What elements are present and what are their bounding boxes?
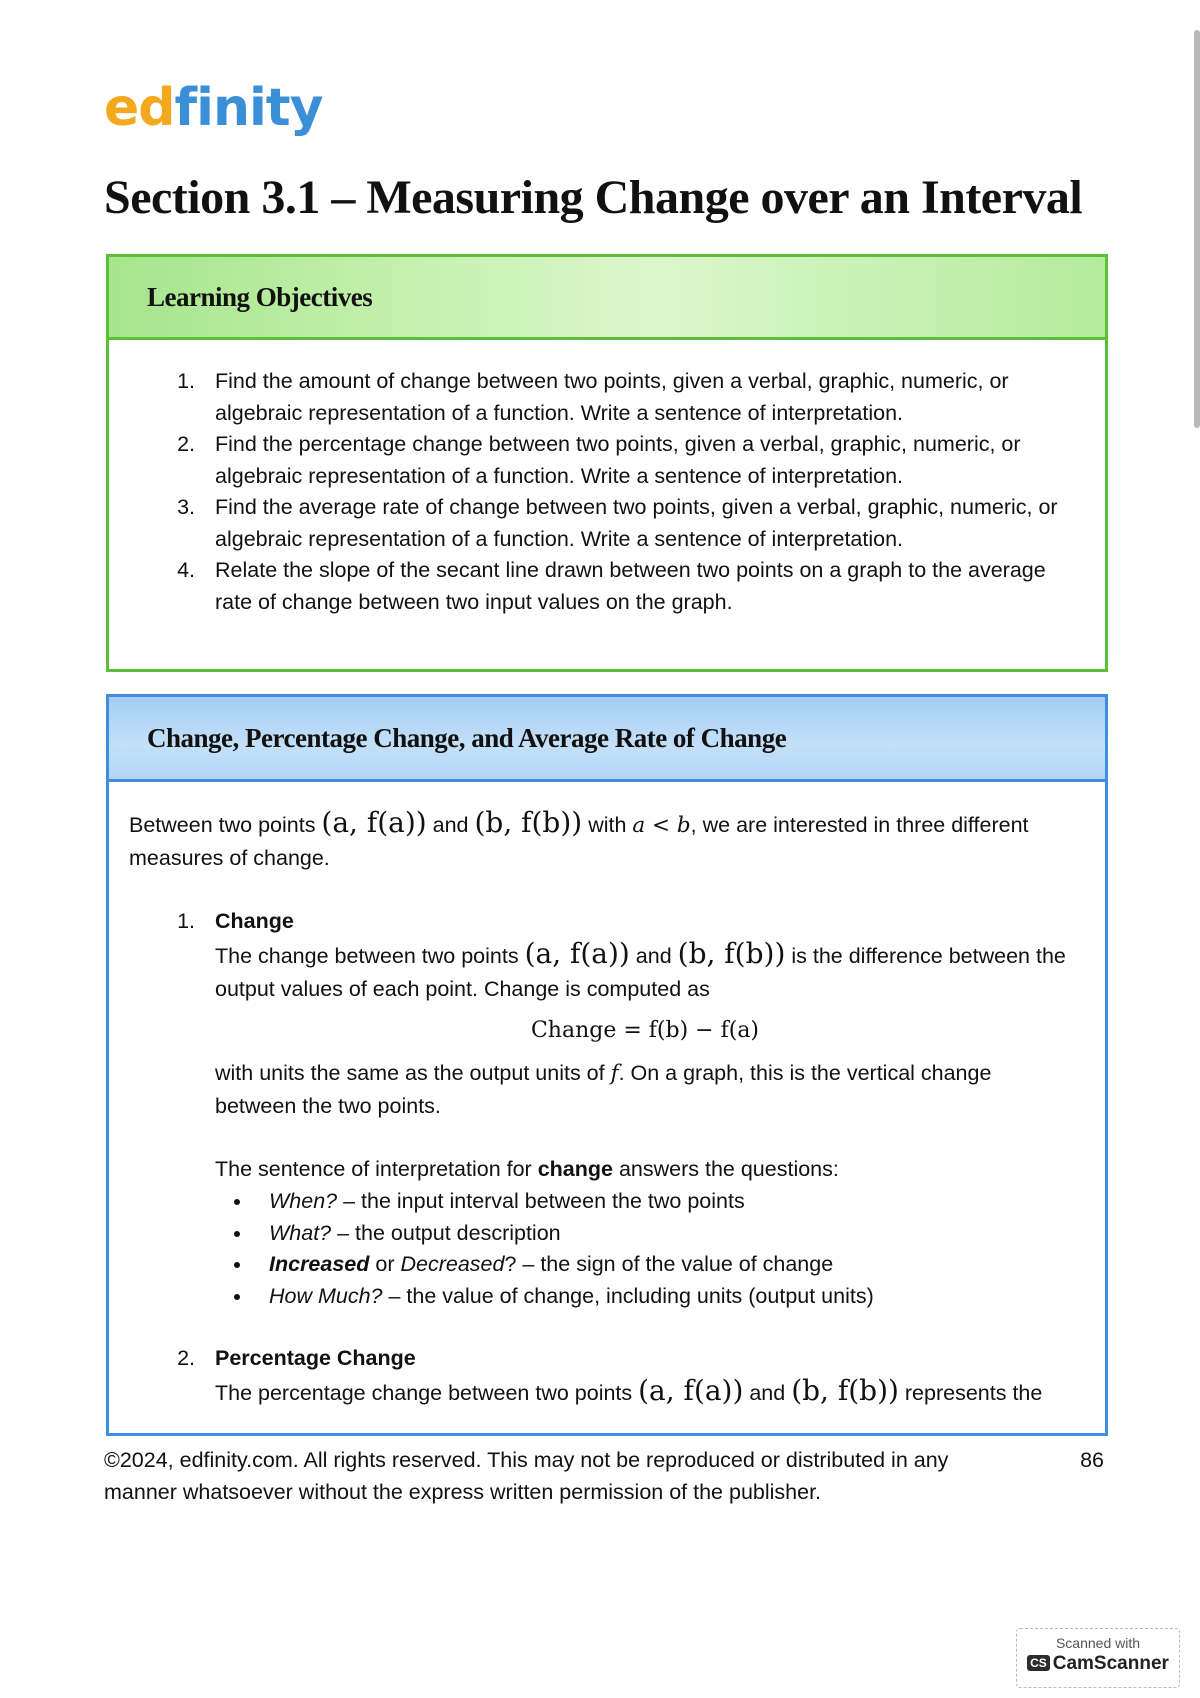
learning-objectives-header: Learning Objectives <box>109 257 1105 340</box>
question-what: • What? – the output description <box>253 1218 1075 1250</box>
percentage-change-definition: The percentage change between two points (a, f(a)) and (b, f(b)) represents the <box>215 1374 1043 1407</box>
camscanner-brand: CS CamScanner <box>1017 1653 1179 1675</box>
camscanner-icon: CS <box>1027 1655 1050 1671</box>
measure-percentage-change <box>201 1342 1075 1410</box>
objectives-list <box>109 340 1105 618</box>
change-units: with units the same as the output units of f. On a graph, this is the vertical change between the two points. <box>215 1061 992 1118</box>
copyright-notice: ©2024, edfinity.com. All rights reserved. This may not be reproduced or distributed in any manner whatsoever without the express written permission of the publisher. <box>104 1448 949 1504</box>
scanned-with-label: Scanned with <box>1055 1635 1141 1651</box>
change-definition: The change between two points (a, f(a)) and (b, f(b)) is the difference between the output values of each point. Change is computed as <box>215 937 1066 1001</box>
interpretation-questions <box>215 1186 1075 1312</box>
question-when: • When? – the input interval between the two points <box>253 1186 1075 1218</box>
scrollbar[interactable] <box>1194 30 1200 428</box>
page-number: 86 <box>1080 1448 1104 1472</box>
interpretation-intro: The sentence of interpretation for change answers the questions: <box>215 1157 839 1181</box>
question-direction: • Increased or Decreased? – the sign of the value of change <box>253 1249 1075 1281</box>
change-measures-header: Change, Percentage Change, and Average Rate of Change <box>109 697 1105 782</box>
objective-item: 1. Find the amount of change between two points, given a verbal, graphic, numeric, or algebraic representation of a function. Write a sentence of interpretation. <box>201 366 1075 429</box>
change-measures-box <box>106 694 1108 1436</box>
objective-item: 3. Find the average rate of change between two points, given a verbal, graphic, numeric, or algebraic representation of a function. Write a sentence of interpretation. <box>201 492 1075 555</box>
point-a: (a, f(a)) <box>321 806 427 839</box>
measure-change <box>201 905 1075 1342</box>
change-formula: Change = f(b) − f(a) <box>530 1018 760 1043</box>
objective-item: 4. Relate the slope of the secant line drawn between two points on a graph to the average rate of change between two input values on the graph. <box>201 555 1075 618</box>
measures-list <box>129 905 1075 1410</box>
edfinity-logo: edfinity <box>104 78 323 138</box>
learning-objectives-box <box>106 254 1108 672</box>
camscanner-watermark <box>1016 1628 1180 1688</box>
inequality: a < b <box>632 813 691 838</box>
objective-item: 2. Find the percentage change between two points, given a verbal, graphic, numeric, or algebraic representation of a function. Write a sentence of interpretation. <box>201 429 1075 492</box>
intro-paragraph: Between two points (a, f(a)) and (b, f(b)) with a < b, we are interested in three different measures of change. <box>129 806 1029 870</box>
change-title: 1. Change <box>215 909 294 933</box>
page-footer <box>104 1444 1104 1508</box>
question-how-much: • How Much? – the value of change, including units (output units) <box>253 1281 1075 1313</box>
point-b: (b, f(b)) <box>474 806 583 839</box>
section-title: Section 3.1 – Measuring Change over an Interval <box>104 171 1083 224</box>
percentage-change-title: 2. Percentage Change <box>215 1346 416 1370</box>
